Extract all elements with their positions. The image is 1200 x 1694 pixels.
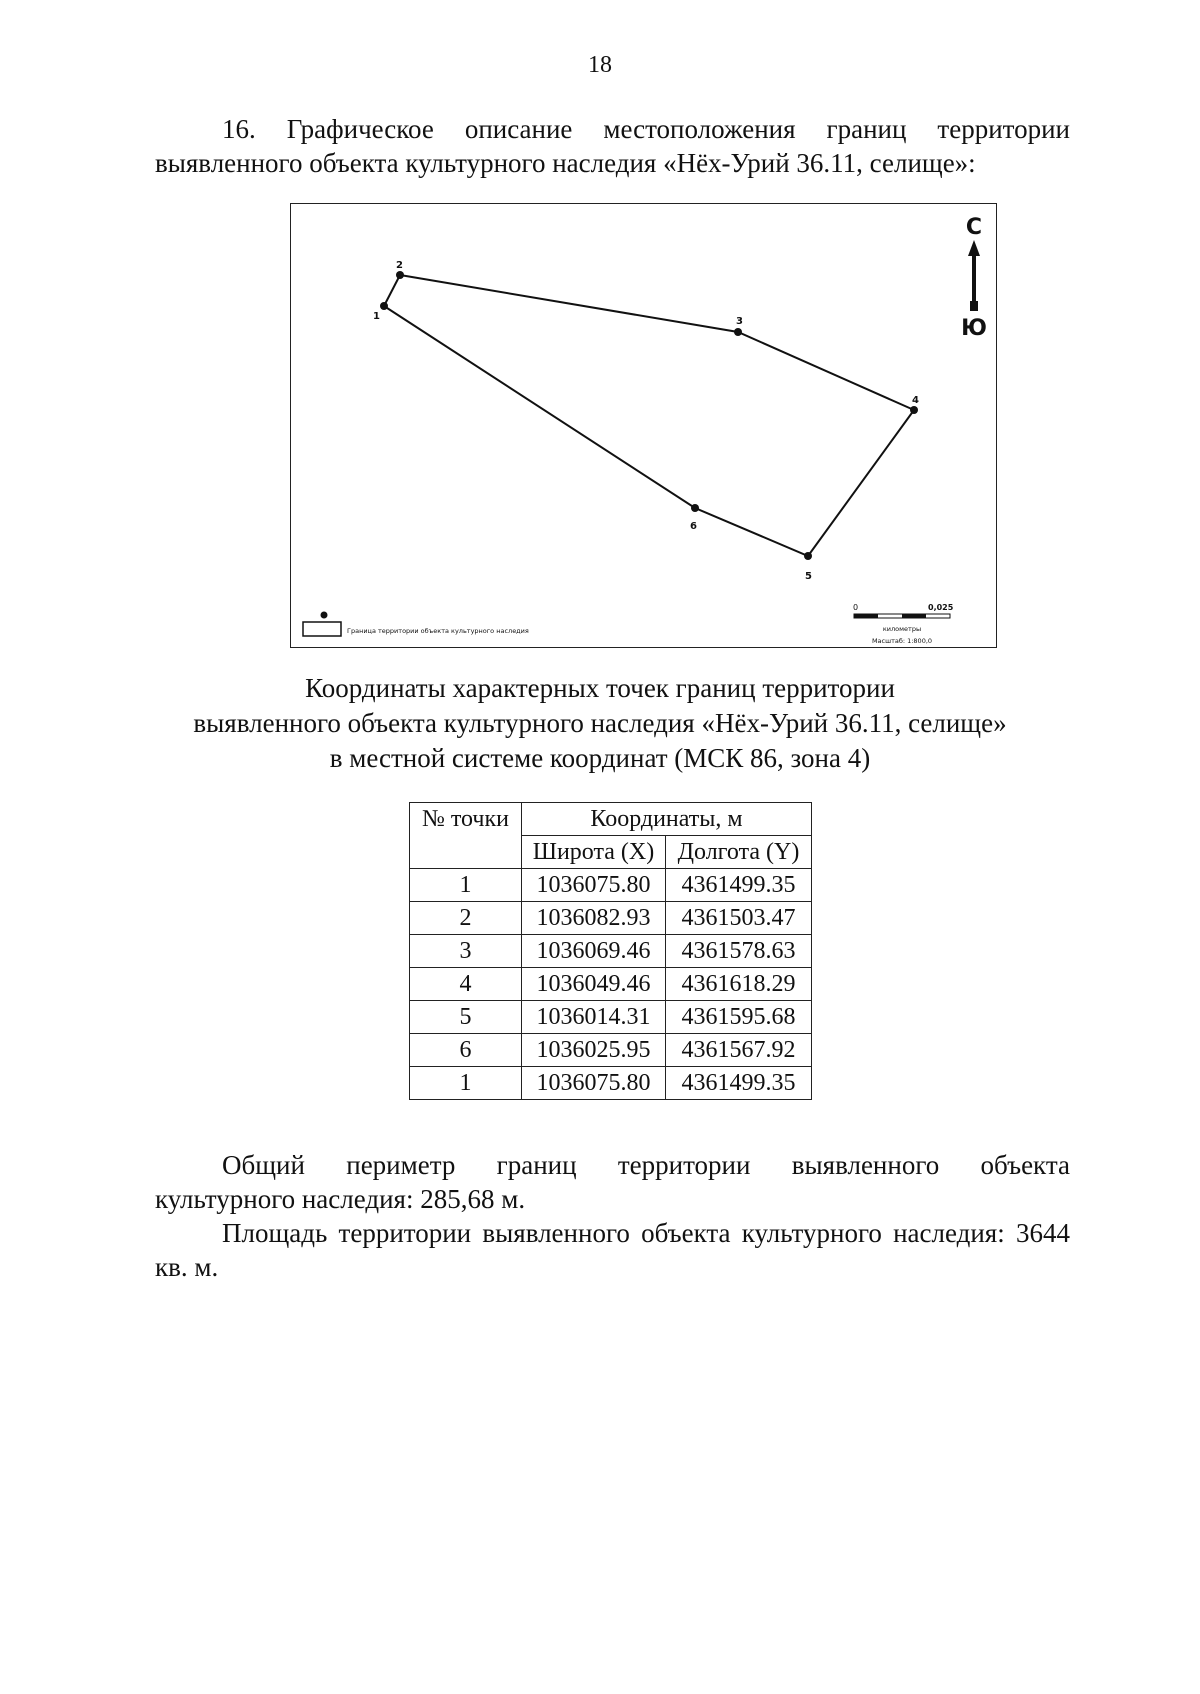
cell-point: 1 <box>410 1067 522 1100</box>
perimeter-word: территории <box>617 1150 751 1180</box>
point-label-1: 1 <box>373 311 380 322</box>
perimeter-line-2: культурного наследия: 285,68 м. <box>155 1184 526 1214</box>
scale-bar <box>853 603 954 645</box>
table-row <box>410 1067 812 1100</box>
point-label-3: 3 <box>736 316 743 327</box>
table-row <box>410 968 812 1001</box>
north-label: С <box>965 215 983 240</box>
point-label-4: 4 <box>912 395 919 406</box>
point-label-5: 5 <box>805 571 812 582</box>
perimeter-word: Общий <box>222 1150 305 1180</box>
section-heading: 16. Графическое описание местоположения границ территории выявленного объекта культурного наследия «Нёх-Урий 36.11, селище»: <box>155 114 1070 178</box>
scale-ratio: Масштаб: 1:800,0 <box>871 637 933 645</box>
perimeter-word: выявленного <box>791 1150 940 1180</box>
table-caption-line-3: в местной системе координат (МСК 86, зона 4) <box>329 743 871 773</box>
table-row <box>410 1001 812 1034</box>
perimeter-word: объекта <box>980 1150 1070 1180</box>
table-caption-line-1: Координаты характерных точек границ территории <box>305 673 895 703</box>
scale-start: 0 <box>853 603 859 612</box>
cell-point: 1 <box>410 869 522 902</box>
cell-point: 3 <box>410 935 522 968</box>
cell-x: 1036014.31 <box>522 1001 666 1034</box>
table-row <box>410 935 812 968</box>
legend-point-icon <box>321 612 328 619</box>
table-caption-line-2: выявленного объекта культурного наследия «Нёх-Урий 36.11, селище» <box>193 708 1007 738</box>
cell-point: 6 <box>410 1034 522 1067</box>
compass <box>961 215 987 341</box>
cell-x: 1036082.93 <box>522 902 666 935</box>
header-latitude: Широта (X) <box>522 836 666 869</box>
page-number: 18 <box>588 52 612 78</box>
map-canvas <box>291 204 995 646</box>
boundary-point-5 <box>804 552 812 560</box>
header-point-number: № точки <box>410 803 522 869</box>
cell-x: 1036069.46 <box>522 935 666 968</box>
cell-point: 5 <box>410 1001 522 1034</box>
header-longitude: Долгота (Y) <box>666 836 812 869</box>
cell-y: 4361499.35 <box>666 1067 812 1100</box>
table-row <box>410 1034 812 1067</box>
cell-y: 4361618.29 <box>666 968 812 1001</box>
cell-y: 4361499.35 <box>666 869 812 902</box>
cell-x: 1036025.95 <box>522 1034 666 1067</box>
cell-x: 1036075.80 <box>522 869 666 902</box>
table-row <box>410 902 812 935</box>
north-arrow-icon <box>968 240 980 256</box>
perimeter-line-1 <box>155 1148 1070 1182</box>
boundary-point-2 <box>396 271 404 279</box>
cell-y: 4361567.92 <box>666 1034 812 1067</box>
boundary-point-6 <box>691 504 699 512</box>
perimeter-word: периметр <box>346 1150 456 1180</box>
cell-point: 4 <box>410 968 522 1001</box>
legend-label: Граница территории объекта культурного наследия <box>347 627 529 635</box>
legend-swatch <box>303 622 341 636</box>
perimeter-word: границ <box>496 1150 577 1180</box>
point-label-2: 2 <box>396 260 403 271</box>
area-paragraph: Площадь территории выявленного объекта культурного наследия: 3644 кв. м. <box>155 1218 1070 1282</box>
cell-y: 4361578.63 <box>666 935 812 968</box>
perimeter-paragraph <box>155 1148 1070 1216</box>
boundary-map <box>290 203 997 648</box>
boundary-polygon <box>384 275 914 556</box>
boundary-point-3 <box>734 328 742 336</box>
header-coordinates: Координаты, м <box>522 803 812 836</box>
boundary-point-4 <box>910 406 918 414</box>
coordinates-table <box>409 802 812 1100</box>
table-row <box>410 869 812 902</box>
cell-point: 2 <box>410 902 522 935</box>
point-label-6: 6 <box>690 521 697 532</box>
south-label: Ю <box>961 316 987 341</box>
cell-x: 1036049.46 <box>522 968 666 1001</box>
boundary-point-1 <box>380 302 388 310</box>
scale-unit: километры <box>882 625 922 633</box>
cell-y: 4361595.68 <box>666 1001 812 1034</box>
scale-end: 0,025 <box>928 603 954 612</box>
legend <box>303 612 529 637</box>
cell-y: 4361503.47 <box>666 902 812 935</box>
cell-x: 1036075.80 <box>522 1067 666 1100</box>
